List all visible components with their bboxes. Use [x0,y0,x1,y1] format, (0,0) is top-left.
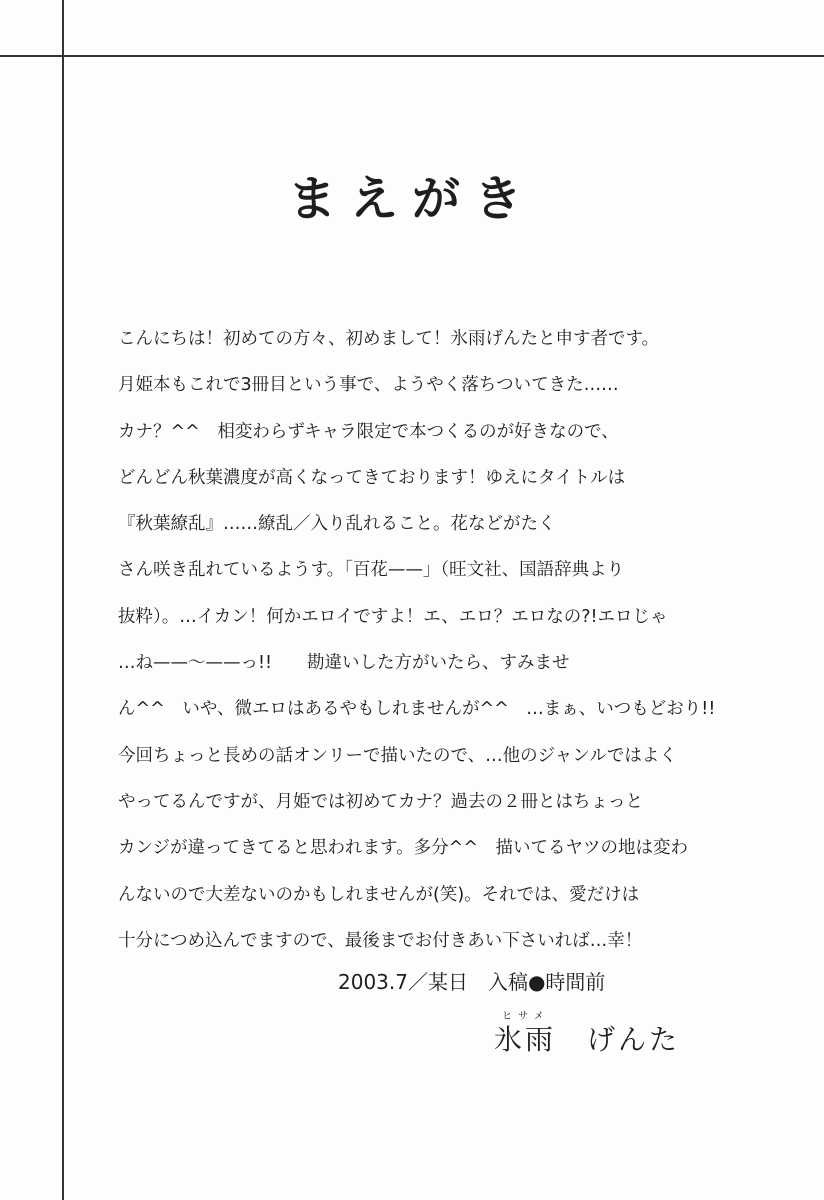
top-rule [0,55,824,57]
text-line: 『秋葉繚乱』……繚乱／入り乱れること。花などがたく [118,514,556,535]
page-title: まえがき [287,171,536,227]
text-line: 月姫本もこれで3冊目という事で、ようやく落ちついてきた…… [118,375,619,396]
text-line: さん咲き乱れているようす。「百花——」（旺文社、国語辞典より [118,560,625,581]
text-line: カナ？^^ 相変わらずキャラ限定で本つくるのが好きなので、 [118,421,619,442]
text-line: 十分につめ込んでますので、最後までお付きあい下さいれば…幸！ [118,930,643,951]
text-line: こんにちは！初めての方々、初めまして！氷雨げんたと申す者です。 [118,329,660,349]
foreword-body [118,316,730,964]
text-line: カンジが違ってきてると思われます。多分^^ 描いてるヤツの地は変わ [118,838,688,859]
text-line: どんどん秋葉濃度が高くなってきております！ゆえにタイトルは [118,467,626,488]
text-line: 今回ちょっと長めの話オンリーで描いたので、…他のジャンルではよく [118,745,677,766]
text-line: やってるんですが、月姫では初めてカナ？過去の２冊とはちょっと [118,791,643,812]
signature-ruby: ヒサメ [502,1011,550,1022]
date-line: 2003.7／某日 入稿●時間前 [338,970,606,994]
text-line: ん^^ いや、微エロはあるやもしれませんが^^ …まぁ、いつもどおり!! [118,699,716,720]
author-signature: 氷雨 げんた [494,1023,681,1056]
text-line: …ね——〜——っ!! 勘違いした方がいたら、すみませ [118,653,570,674]
text-line: 抜粋）。…イカン！何かエロイですよ！エ、エロ？エロなの?!エロじゃ [118,606,668,627]
text-line: んないので大差ないのかもしれませんが(笑)。それでは、愛だけは [118,884,640,905]
